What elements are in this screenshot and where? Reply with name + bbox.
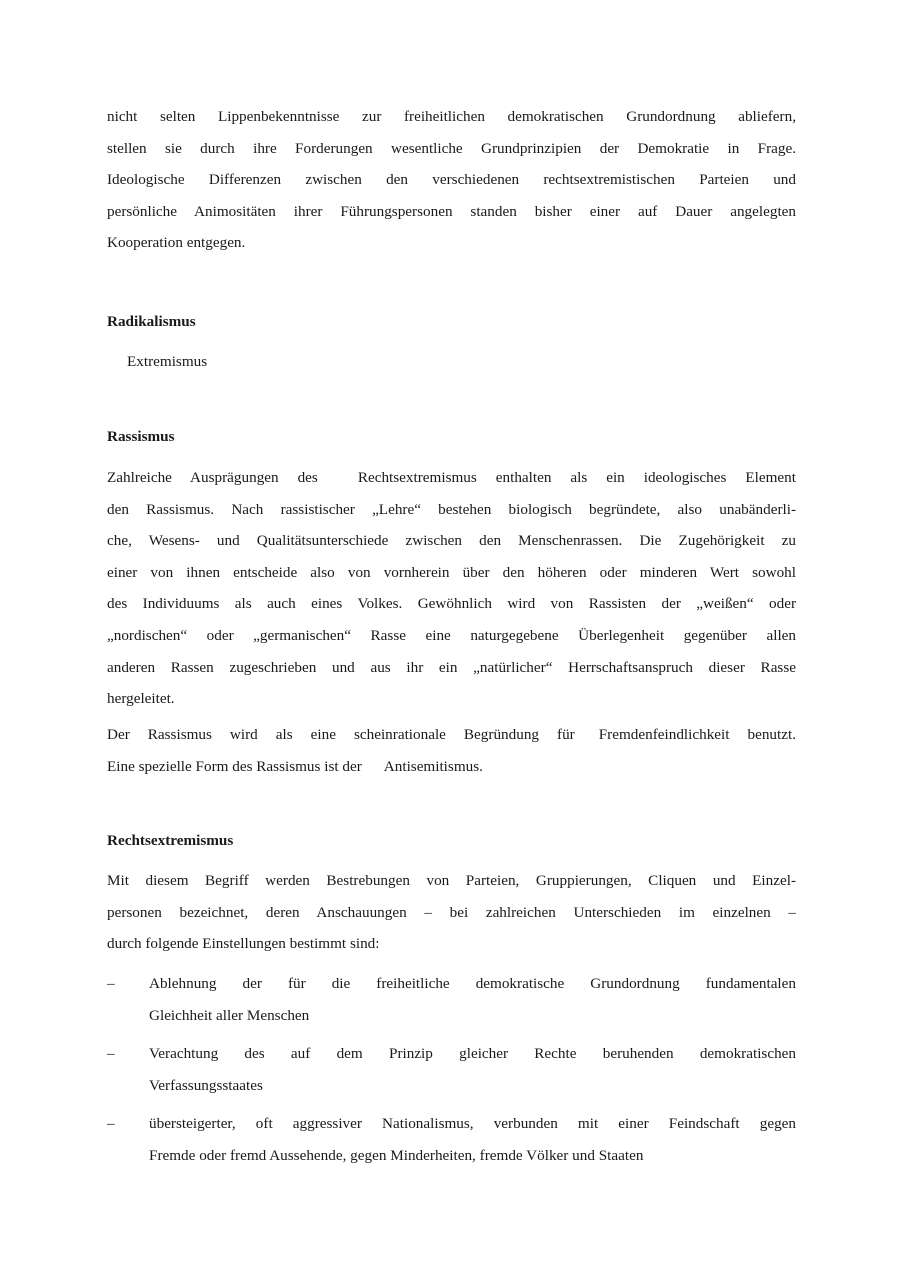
cross-reference-rechtsextremismus: Rechtsextremismus enthalten als ein ideologisches Element (357, 469, 796, 486)
text-line: persönliche Animositäten ihrer Führungspersonen standen bisher einer auf Dauer angelegten (107, 202, 796, 220)
list-bullet: – (107, 1115, 115, 1133)
text-line: Kooperation entgegen. (107, 234, 246, 252)
text-line: personen bezeichnet, deren Anschauungen – bei zahlreichen Unterschieden im einzelnen – (107, 903, 796, 921)
text-fragment: Eine spezielle Form des Rassismus ist der (107, 757, 362, 775)
list-bullet: – (107, 1045, 115, 1063)
text-line: einer von ihnen entscheide also von vornherein über den höheren oder minderen Wert sowohl (107, 563, 796, 581)
cross-reference-extremismus: Extremismus (127, 353, 208, 370)
text-line: stellen sie durch ihre Forderungen wesentliche Grundprinzipien der Demokratie in Frage. (107, 139, 796, 157)
text-fragment: Der Rassismus wird als eine scheinrationale Begründung für (107, 726, 575, 743)
text-fragment: Zahlreiche Ausprägungen des (107, 469, 318, 486)
text-line: che, Wesens- und Qualitätsunterschiede zwischen den Menschenrassen. Die Zugehörigkeit zu (107, 532, 796, 550)
text-line: Fremde oder fremd Aussehende, gegen Minderheiten, fremde Völker und Staaten (149, 1146, 644, 1164)
text-line: Verachtung des auf dem Prinzip gleicher Rechte beruhenden demokratischen (149, 1045, 796, 1063)
cross-reference-antisemitismus: Antisemitismus. (383, 757, 483, 775)
rechtsextremismus-list (107, 968, 796, 1172)
text-line: Mit diesem Begriff werden Bestrebungen von Parteien, Gruppierungen, Cliquen und Einzel- (107, 872, 796, 889)
rechtsextremismus-paragraph (107, 865, 796, 960)
text-line: hergeleitet. (107, 690, 175, 708)
text-line: durch folgende Einstellungen bestimmt sind: (107, 935, 380, 953)
list-item (107, 1038, 796, 1101)
list-bullet: – (107, 975, 115, 992)
section-heading-rassismus: Rassismus (107, 428, 175, 445)
text-line: übersteigerter, oft aggressiver Nationalismus, verbunden mit einer Feindschaft gegen (149, 1115, 796, 1133)
text-line: Ablehnung der für die freiheitliche demokratische Grundordnung fundamentalen (149, 975, 796, 992)
text-line (107, 719, 796, 751)
rassismus-paragraph-2 (107, 719, 796, 782)
text-line: den Rassismus. Nach rassistischer „Lehre“ bestehen biologisch begründete, also unabänderli- (107, 500, 796, 518)
text-line: Gleichheit aller Menschen (149, 1006, 310, 1024)
cross-reference-fremdenfeindlichkeit: Fremdenfeindlichkeit benutzt. (598, 726, 796, 743)
text-line (107, 462, 796, 494)
section-heading-rechtsextremismus: Rechtsextremismus (107, 832, 234, 849)
intro-paragraph (107, 101, 796, 259)
text-line: „nordischen“ oder „germanischen“ Rasse eine naturgegebene Überlegenheit gegenüber allen (107, 626, 796, 644)
list-item (107, 968, 796, 1031)
text-line: anderen Rassen zugeschrieben und aus ihr ein „natürlicher“ Herrschaftsanspruch dieser Rasse (107, 658, 796, 676)
rassismus-paragraph-1 (107, 462, 796, 715)
text-line (107, 751, 796, 783)
list-item (107, 1108, 796, 1171)
text-line: des Individuums als auch eines Volkes. Gewöhnlich wird von Rassisten der „weißen“ oder (107, 595, 796, 613)
section-heading-radikalismus: Radikalismus (107, 313, 196, 330)
text-line: nicht selten Lippenbekenntnisse zur freiheitlichen demokratischen Grundordnung abliefern, (107, 108, 796, 125)
text-line: Verfassungsstaates (149, 1076, 263, 1094)
text-line: Ideologische Differenzen zwischen den verschiedenen rechtsextremistischen Parteien und (107, 171, 796, 189)
